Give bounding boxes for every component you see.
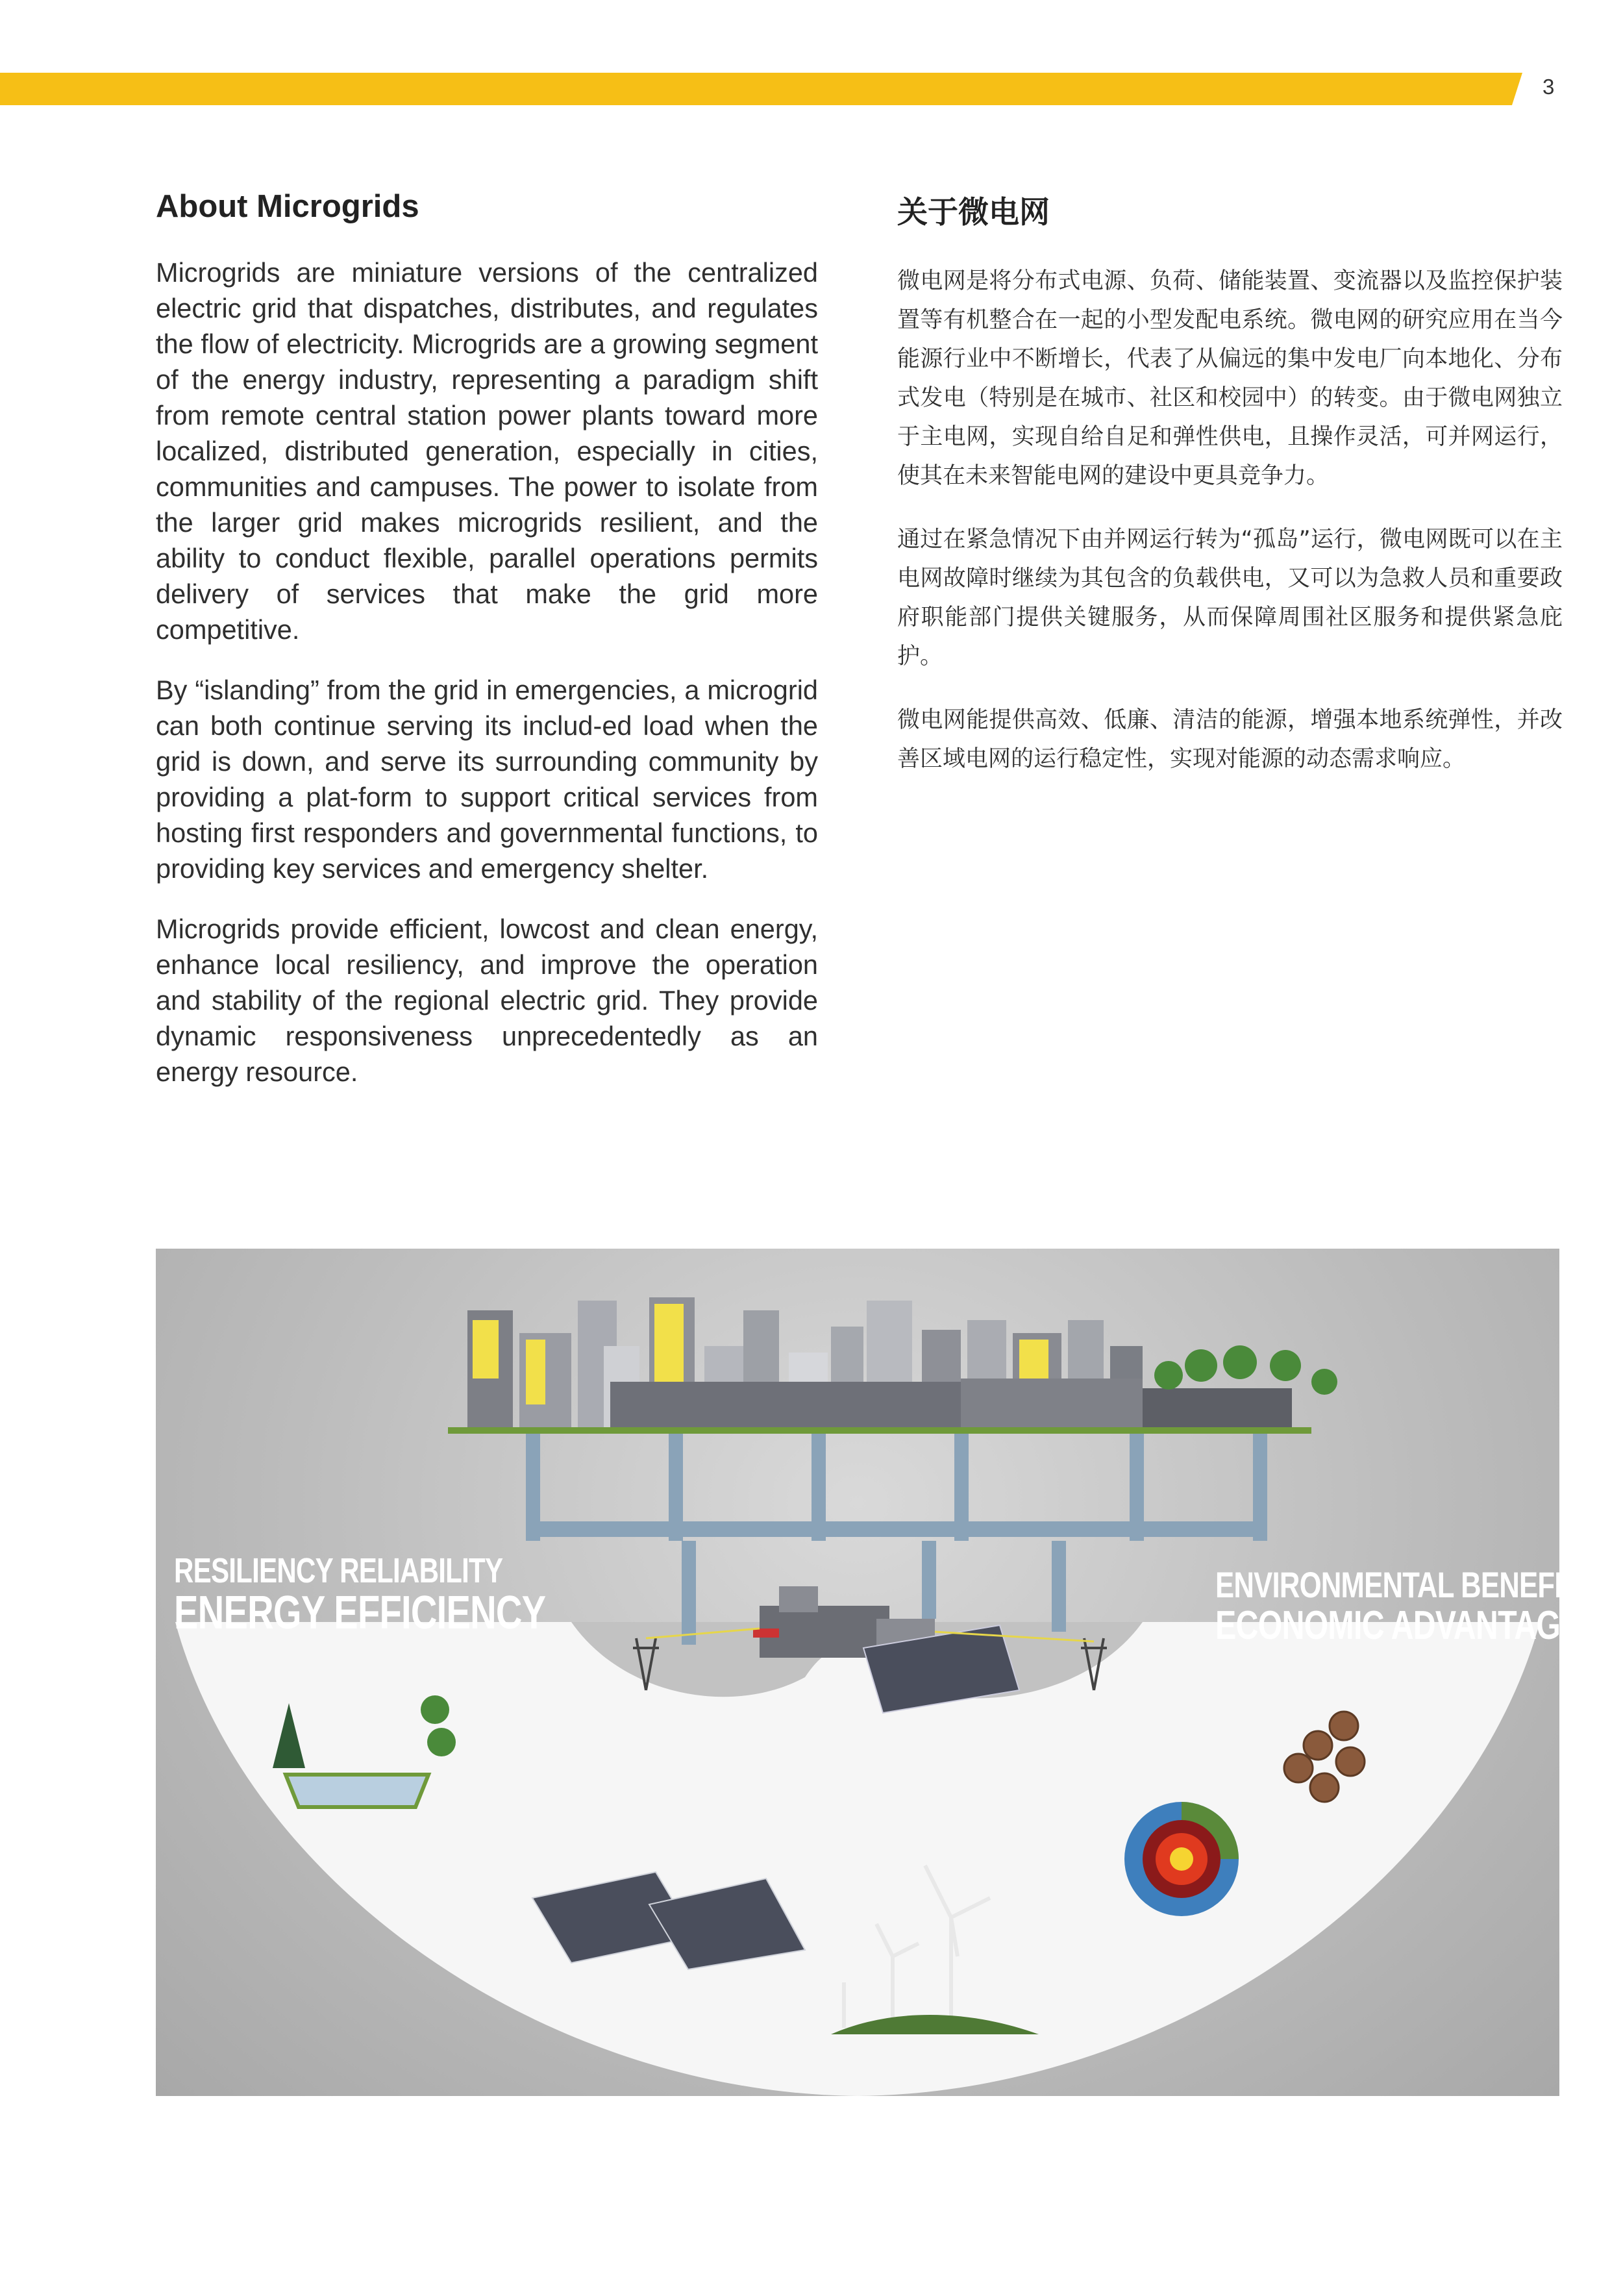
left-banner-line2: ENERGY EFFICIENCY: [174, 1587, 546, 1639]
illustration-graphic: [156, 1249, 1559, 2096]
chinese-column: [897, 188, 1563, 803]
right-banner-line1: ENVIRONMENTAL BENEFITS: [1215, 1564, 1597, 1605]
chinese-paragraph: 微电网是将分布式电源、负荷、储能装置、变流器以及监控保护装置等有机整合在一起的小型发配电系统。微电网的研究应用在当今能源行业中不断增长，代表了从偏远的集中发电厂向本地化、分布式发电（特别是在城市、社区和校园中）的转变。由于微电网独立于主电网，实现自给自足和弹性供电，且操作灵活，可并网运行，使其在未来智能电网的建设中更具竞争力。: [897, 268, 1563, 489]
city-trees: [1154, 1345, 1337, 1395]
page-number: 3: [1542, 75, 1555, 99]
earth-globe: [1124, 1802, 1239, 1916]
english-title: About Microgrids: [156, 189, 419, 224]
english-paragraph: Microgrids provide efficient, lowcost and clean energy, enhance local resiliency, and improve the operation and stability of the regional electric grid. They provide dynamic responsiveness unprecedentedly as an energy resource.: [156, 914, 818, 1087]
microgrid-illustration: [156, 1249, 1602, 2096]
header-accent-bar: [0, 73, 1522, 105]
right-banner-line2: ECONOMIC ADVANTAGES: [1215, 1603, 1602, 1648]
english-column: [156, 188, 818, 1114]
chinese-paragraph: 通过在紧急情况下由并网运行转为“孤岛”运行，微电网既可以在主电网故障时继续为其包含的负载供电，又可以为急救人员和重要政府职能部门提供关键服务，从而保障周围社区服务和提供紧急庇护。: [897, 527, 1563, 669]
grass-strip: [448, 1427, 1311, 1434]
chinese-paragraph: 微电网能提供高效、低廉、清洁的能源，增强本地系统弹性，并改善区域电网的运行稳定性，实现对能源的动态需求响应。: [897, 707, 1563, 772]
chinese-title: 关于微电网: [897, 195, 1050, 231]
english-paragraph: Microgrids are miniature versions of the centralized electric grid that dispatches, distributes, and regulates the flow of electricity. Microgrids are a growing segment of the energy industry, representing a paradigm shift from remote central station power plants toward more localized, distributed generation, especially in cities, communities and campuses. The power to isolate from the larger grid makes microgrids resilient, and the ability to conduct flexible, parallel operations permits delivery of services that make the grid more competitive.: [156, 257, 818, 645]
left-banner-line1: RESILIENCY RELIABILITY: [174, 1551, 503, 1590]
english-paragraph: By “islanding” from the grid in emergencies, a microgrid can both continue serving its includ-ed load when the grid is down, and serve its surrounding community by providing a plat-form to support critical services from hosting first responders and governmental functions, to providing key services and emergency shelter.: [156, 675, 818, 884]
underground-pipes: [526, 1434, 1267, 1645]
